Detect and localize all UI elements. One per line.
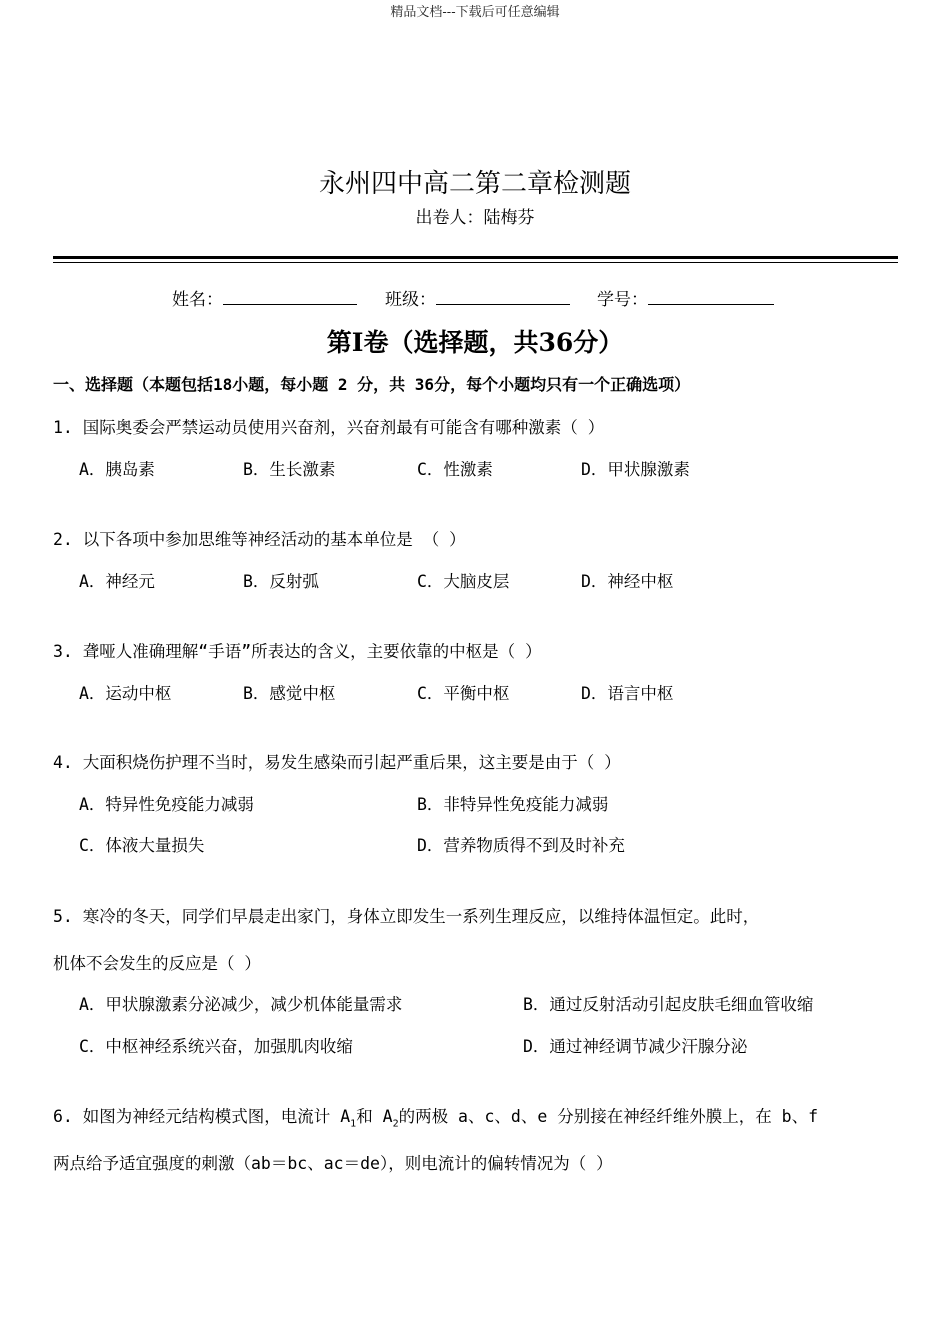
question-1-option-a: A．胰岛素 — [79, 460, 155, 479]
class-field — [385, 285, 570, 310]
header-note: 精品文档---下载后可任意编辑 — [390, 5, 560, 20]
author-line: 出卷人：陆梅芬 — [415, 208, 535, 228]
question-6-stem-part-a: 6. 如图为神经元结构模式图，电流计 A — [53, 1107, 351, 1126]
id-blank[interactable] — [648, 289, 774, 305]
question-1-option-b: B．生长激素 — [243, 460, 336, 479]
question-6-stem — [53, 1103, 818, 1129]
question-4-option-d: D．营养物质得不到及时补充 — [417, 836, 625, 855]
question-3-option-c: C．平衡中枢 — [417, 684, 510, 703]
section-title: 一、选择题（本题包括18小题，每小题 2 分，共 36分，每个小题均只有一个正确选项） — [53, 375, 691, 394]
question-6-stem-part-c: 的两极 a、c、d、e 分别接在神经纤维外膜上，在 b、f — [398, 1107, 819, 1126]
page-title: 永州四中高二第二章检测题 — [318, 169, 631, 199]
question-6-subscript-1: 1 — [350, 1118, 357, 1130]
class-label: 班级： — [385, 290, 436, 310]
question-6-stem-continued: 两点给予适宜强度的刺激（ab＝bc、ac＝de），则电流计的偏转情况为（ ） — [53, 1154, 613, 1173]
question-1-option-c: C．性激素 — [417, 460, 493, 479]
name-field — [172, 285, 357, 310]
question-2-option-d: D．神经中枢 — [581, 572, 674, 591]
question-6-stem-part-b: 和 A — [356, 1107, 393, 1126]
question-5-option-d: D．通过神经调节减少汗腺分泌 — [523, 1037, 748, 1056]
question-2-option-a: A．神经元 — [79, 572, 155, 591]
question-5-option-b: B．通过反射活动引起皮肤毛细血管收缩 — [523, 995, 814, 1014]
question-5-option-a: A．甲状腺激素分泌减少，减少机体能量需求 — [79, 995, 403, 1014]
question-2-option-b: B．反射弧 — [243, 572, 319, 591]
volume-title: 第Ⅰ卷（选择题，共36分） — [326, 328, 624, 357]
class-blank[interactable] — [436, 289, 570, 305]
question-5-stem-continued: 机体不会发生的反应是（ ） — [53, 954, 261, 973]
question-1-stem: 1. 国际奥委会严禁运动员使用兴奋剂，兴奋剂最有可能含有哪种激素（ ） — [53, 418, 605, 437]
question-4-stem: 4. 大面积烧伤护理不当时，易发生感染而引起严重后果，这主要是由于（ ） — [53, 753, 621, 772]
question-2-stem: 2. 以下各项中参加思维等神经活动的基本单位是 （ ） — [53, 530, 466, 549]
id-label: 学号： — [597, 290, 648, 310]
question-3-option-d: D．语言中枢 — [581, 684, 674, 703]
question-3-stem: 3. 聋哑人准确理解“手语”所表达的含义，主要依靠的中枢是（ ） — [53, 642, 542, 661]
question-1-option-d: D．甲状腺激素 — [581, 460, 690, 479]
name-label: 姓名： — [172, 290, 223, 310]
divider-thick — [53, 256, 898, 259]
question-5-option-c: C．中枢神经系统兴奋，加强肌肉收缩 — [79, 1037, 353, 1056]
id-field — [597, 285, 774, 310]
question-3-option-b: B．感觉中枢 — [243, 684, 336, 703]
question-5-stem: 5. 寒冷的冬天，同学们早晨走出家门，身体立即发生一系列生理反应，以维持体温恒定。此时， — [53, 907, 760, 926]
question-4-option-b: B．非特异性免疫能力减弱 — [417, 795, 609, 814]
question-4-option-c: C．体液大量损失 — [79, 836, 205, 855]
question-4-option-a: A．特异性免疫能力减弱 — [79, 795, 254, 814]
name-blank[interactable] — [223, 289, 357, 305]
divider-thin — [53, 262, 898, 263]
question-3-option-a: A．运动中枢 — [79, 684, 172, 703]
question-6-subscript-2: 2 — [392, 1118, 399, 1130]
question-2-option-c: C．大脑皮层 — [417, 572, 510, 591]
